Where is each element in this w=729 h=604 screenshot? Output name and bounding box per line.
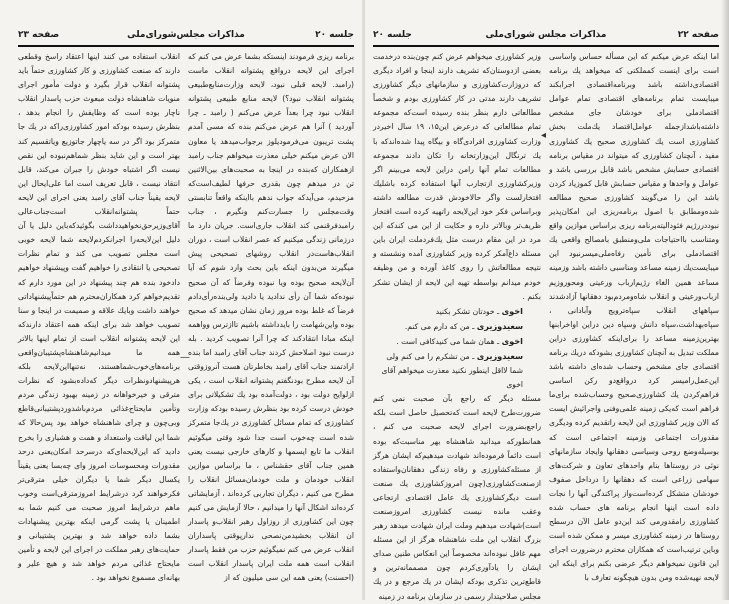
page-edge-shadow [721,0,729,600]
text-column-left [18,50,180,586]
paragraph: اما اینکه عرض میکنم که این مسأله حساس واساسی است برای اینست کمملکتی که میخواهد یك برنامه اقتصادی‌داشته باشد وبرنامه‌اقتصادی اجرابکند میبایست تمام برنامه‌های اقتصادی تمام عوامل اقتصادملی برای خودشان جای مشخص داشته‌باشد‌ازجمله عوامل‌اقتصاد یك‌ملت بخش کشاورزی است یك کشاورزی صحیح یك کشاورزی مفید ، آنچنان کشاورزی که میتواند در مقیاس برنامه اقتصادی حسابش مشخص باشد قابل بررسی باشد و عوامل و واحدها و مقیاس حسابش قابل کموزیاد کردن باشد این را می‌گویند کشاورزی صحیح مطالعه شده‌ومطابق با اصول برنامه‌ریزی این امکان‌پذیر نبوددررژیم فئودالیته‌برنامه ریزی براساس موازین واقع ومتناسب بااحتیاجات ملی‌ومنطبق بامصالح واقعی یك اقتصادملی برای تأمین رفاه‌ملی‌میسرنبود این میبایست‌یك زمینه مساعد ومناسبی داشته باشد وزمینه مساعد همین الغاء رژیم‌ارباب ورعیتی ومحوروزیم ارباب‌ورعیتی و انقلاب شاه‌ومردم‌بود دهقانها آزادشدند سپاههای انقلاب سپاه‌ترویج وآبادانی ، سپاه‌بهداشت،سپاه دانش وسپاه دین دراین اواخرابنها بهترین‌زمینه مساعد را برای‌اینکه کشاورزی دراین مملکت تبدیل به آنچنان کشاورزی بشودکه دریك برنامه اقتصادی جای مشخص وحساب شده‌ای داشته باشد این‌عمل‌رامیسر کرد درواقع‌دو رکن اساسی فراهم‌کردن یك کشاورزی‌صحیح وحساب‌شده برای‌ما فراهم است که‌یکی زمینه علمی‌وفنی واجرائیش ایست که الان وزیر کشاورزی این لایحه راتقدیم کرده ودیگری مقدورات اجتماعی وزمینه اجتماعی است که بوسیله‌وضع روحی وسیاسی دهقانها وایجاد سازمانهای نوئی در روستاها بنام واحدهای تعاون و شرکت‌های سهامی زراعی است که دهقانها را درداخل صفوف خودشان متشکل کرده‌است‌واز پراکندگی آنها را نجات داده است اینها انجام برنامه های حساب شده کشاورزی رامقدورمی کند این‌دو عامل الآن درسطح روستاها در زمینه کشاورزی میسر و ممکن شده است وباین ترتیب‌است که همکاران محترم درضرورت اجرای این قانون نمیخواهم دیگر عرضی بکنم برای اینکه این لایحه نهیه‌شده ومن بدون هیچگونه تعارف با [549,52,719,583]
paragraph: مسئله دیگر که راجع بآن صحبت نمی کنم ضرورت‌طرح لایحه است که‌تحصیل حاصل است بلکه راجع‌بضرورت اجرای لایحه صحبت می کنم ، همانطورکه میدانید شاهنشاه بهر مناسبت‌که بوده است دائماً فرموده‌اند شهادت میدهیم‌که ایشان هرگز از مسئله‌کشاورزی و رفاه زندگی دهقانان‌واستفاده ازصنعت‌کشاورزی(چون امروزکشاورزی یك صنعت است دیگرکشاورزی یك عامل اقتصادی ارتجاعی وعقب مانده نیست کشاورزی امروزصنعت است)شهادت میدهیم وملت ایران شهادت میدهد رهبر بزرگ انقلاب این ملت شاهنشاه هرگز از این مسئله مهم غافل نبوده‌اند مخصوصاً این انعکاس طنین صدای ایشان را یادآوری‌کردم چون مصممانه‌ترین و قاطع‌ترین تذکری بودکه ایشان در یك مرجع و در یك مجلس صلاحیتدار رسمی در سازمان برنامه در زمینه [373,394,541,601]
dialogue-line [373,334,541,349]
session-label: جلسه ۲۰ [315,30,354,40]
header-rule [18,45,354,47]
speaker-name: سعیدوزیری [476,350,523,361]
session-label: جلسه ۲۰ [373,30,412,40]
dialogue-line [373,304,541,319]
speech-text: ـ همان شما می کنیدکافی است . [396,336,500,346]
paragraph: برنامه ریزی فرمودند اینستکه بشما عرض می کنم که اجرای این لایحه درواقع پشتوانه انقلاب ماست (رامبد. لایحه قبلی نبود، لایحه وزارت‌منابع‌طبیعی پشتوانه انقلاب نبود؟) لایحه منابع طبیعی پشتوانه انقلاب نبود چرا بعداً عرض می‌کنم ( رامبد ـ چرا آوردید ) آنرا هم عرض می‌کنم بنده که مسی آمدم پشت تریبون می‌فرمودیلوز برجواب‌میدهد یا معاون الان عرض میکنم خیلی معذرت میخواهم جناب رامبد ازهمکاران که‌بنده در اینجا به صحبت‌های بین‌الاثنین تن در میدهم چون بقدری حرفها لطیف‌است‌که مزحیدم، می‌آیدکه جواب ندهم بااینکه واقعاً تنابستی وقت‌مجلس را جسارت‌کنم ونگیرم ، جناب رامبدفرقنمی کند انقلاب جاری‌است. جریان دارد ما درزمانی زندگی میکنیم که عصر انقلاب است ، دوران انقلاب‌هاست‌در انقلاب روشهای تصحیحی پیش میگیرند من‌بدون اینکه باین بحث وارد شوم که آیا آن‌لایحه صحیح بوده ویا نبوده وفرضاً که آن صحیح نبوده‌که شما آن رأی ندادید یا دادید ولی‌بنده‌رأی‌دادم فرضاً که غلط بوده مرور زمان نشان میدهد که صحیح بوده واین‌شهامت را بایدداشته باشیم تاازترس وواهمه اینکه مبادا انتقادکند که چرا آنرا تصویب کردید . بله درست نبود اصلاحش کردند جناب آقای رامبد اما بنده ارادتمند جناب آقای رامبد بخاطرتان هست آنروزوقتی آن لایحه مطرح بودنگفتم پشتوانه انقلاب است ، یکی ازلوایح دولت بود ، دولت‌آمده بود یك تشکیلاتی برای خودش درست کرده بود بنظرش رسیده بودکه وزارت کشاورزی که تمام مسائل کشاورزی در یك‌جا متمرکز شده است چه‌خوب است جدا شود وقتی میگوئیم انقلاب ما تابع ایسمها و کارهای خارجی نیست یعنی همین جناب آقای حقشناس ، ما براساس موازین انقلاب خودمان و ملت خودمان‌مسائل انقلاب را مطرح می کنیم ، دیگران تجاربی کرده‌اند ، آزمایشاتی کرده‌اند اشکال آنها را میدانیم ، حالا آزمایش می کنیم چون این کشاورزی از روزاول رهبر انقلاب‌و پاسدار ان انقلاب بخشیدمن‌نصحی ندارپوقتی پاسداران انقلاب عرض می کنم نمیگوئیم حزب من فقط پاسدار انقلاب است همه ملت ایران پاسدار انقلاب است (احسنت) یعنی همه این سی میلیون که از [188,52,354,583]
margin-dash-mark: — [180,352,190,363]
dialogue-line [373,349,541,392]
page-header [373,30,719,44]
text-column-right [188,50,354,586]
paragraph: وزیر کشاورزی میخواهم عرض کنم چون‌بنده درخدمت بعضی ازدوستان‌که تشریف دارند اینجا و افراد دیگری که دروزارت‌کشاورزی و سازمانهای دیگر کشاورزی تشریف دارند مدتی در کار کشاورزی بودم و شخصاً مطالعاتی دارم بنظر بنده رسیده است‌که مجموعه تمام مطالعاتی که درعرض این۱۵، ۱۹ سال اخیردر وزارت کشاورزی افرادی‌گاه و بیگاه پیدا شده‌اندکه با یك ترنگال این‌وزارتخانه را تکان دادند مجموعه مطالعات تمام آنها رامن دراین لایحه می‌بینم اگر وزیرکشاورزی ازتجارب آنها استفاده کرده باشلیك افتخارلست واگر حالاخودش قدرت مطالعه داشته وبراساس فکر خود این‌لایحه راتهیه کرده است افتخار ظریف‌تر وبالاتر داره و حکایت از این می کندکه این مرد در این مقام درست مثل یك‌فرد‌ملت ایران باین مسئله داغ‌آمکر کرده وزیر کشاورزی آمده ونشسته و نتیجه مطالعاتش را روی کاغذ آورده و من وظیفه خودم میدانم بواسطه تهیه این لایحه از ایشان تشکر بکنم . [373,52,541,301]
dialogue-line [373,319,541,334]
speaker-name: سعیدوزیری [476,320,523,331]
margin-arrow-mark: ◂ [541,130,547,141]
page-number: صفحه ۲۲ [677,30,719,40]
page-23 [0,0,364,600]
speaker-name: اخوی [501,305,523,316]
paragraph: انقلاب استفاده می کنند اینها اعتقاد راسخ وقطعی دارند که صنعت کشاورزی و کار کشاورزی حتماً باید پشتوانه انقلاب قرار بگیرد و دولت مأمور اجرای منویات شاهنشاه دولت مبعوث حزب پاسدار انقلاب ناچار بوده است که وظایفش را انجام بدهد ، بنظرش رسیده بودکه امور کشاورزی‌راکه در یك جا متمرکز بود اگر در سه یاچهار جاتوزیع ویاتقسیم کند بهتر است و این شاید بنظر شماهم‌نبوده این نقص نیست اگر اشتباه خودش را جبران می‌کند، قابل انتقاد نیست ، قابل تعریف است اما علی‌ایحال این لایحه یقیناً جناب آقای رامبد یعنی اجرای این لایحه حتماً پشتوانه‌انقلاب است‌جناب‌عالی آقای‌وزیرحق‌نخواهیدداشت بگوئیدکه‌باین دلیل یا آن دلیل این‌لایحه‌را اجرانکردم‌لایحه شما لایحه خوبی است مجلس تصویب می کند و تمام نظرات تصحیحی یا انتقادی را خواهیم گفت وپیشنهاد خواهیم دادخود بنده هم چند پیشنهاد در این مورد دارم که تقدیم‌خواهم کرد همکاران‌محترم هم حتماً‌پیشنهاداتی خواهند داشت وبایك علاقه و صمیمت در اینجا و سنا تصویب خواهد شد برای اینکه همه اعتقاد دارندکه این لایحه پشتوانه انقلاب است از تمام اینها بالاتر همه ما میدانیم‌شاهنشاه‌پشتیبان‌واقعی برنامه‌های‌خوب‌شماهستند، نه‌تنها‌این‌لایحه بلکه هرپیشنهادونظرات دیگر که‌داده‌بشود که نظرات مترقی و خیرخواهانه در زمینه بهبود زندگی مردم وتأمین مایحتاج‌غذائی مردم‌باشدوردپشتیبانی‌قاطع وبی‌چون و چرای شاهنشاه خواهد بود پس‌حالا که شما این لیاقت واستعداد و همت و هشیاری را بخرج دادید که این‌لایحه‌ای‌که درسرحد امکان‌یعنی درحد مقدورات ومحسوسات امروز وای چه‌بسا یعنی یقیناً یکسال دیگر شما یا دیگران خیلی مترقی‌تر فکرخواهند کرد درشرایط امروزمترقی‌است وخوب ماهم درشرایط امروز صحبت می کنیم شما به اطمینان یا پشت گرمی اینکه بهترین پیشنهادات بشما داده خواهد شد و بهترین پشتیبانی و حمایت‌های رهبر مملکت در اجرای این لایحه و تأمین مایحتاج غذائی مردم خواهد شد و هیچ علیر و بهانه‌ای مسموع نخواهد بود . [18,52,180,583]
page-header [18,30,354,44]
text-column-right [549,50,719,586]
speech-text: ـ خودتان تشکر بکنید [435,306,500,316]
page-number: صفحه ۲۳ [18,30,60,40]
header-title: مذاکرات مجلس شورای‌ملی [485,30,607,40]
header-rule [373,45,719,47]
page-22 [365,0,729,600]
speech-text: ـ من تشکرم را می کنم ولی شما لااقل اینطور نکنید معذرت میخواهم آقای اخوی [381,351,523,390]
speech-text: ـ من که دارم می کنم. [404,321,475,331]
text-column-left [373,50,541,604]
speaker-name: اخوی [501,335,523,346]
header-title: مذاکرات مجلس‌شورای‌ملی [127,30,245,40]
